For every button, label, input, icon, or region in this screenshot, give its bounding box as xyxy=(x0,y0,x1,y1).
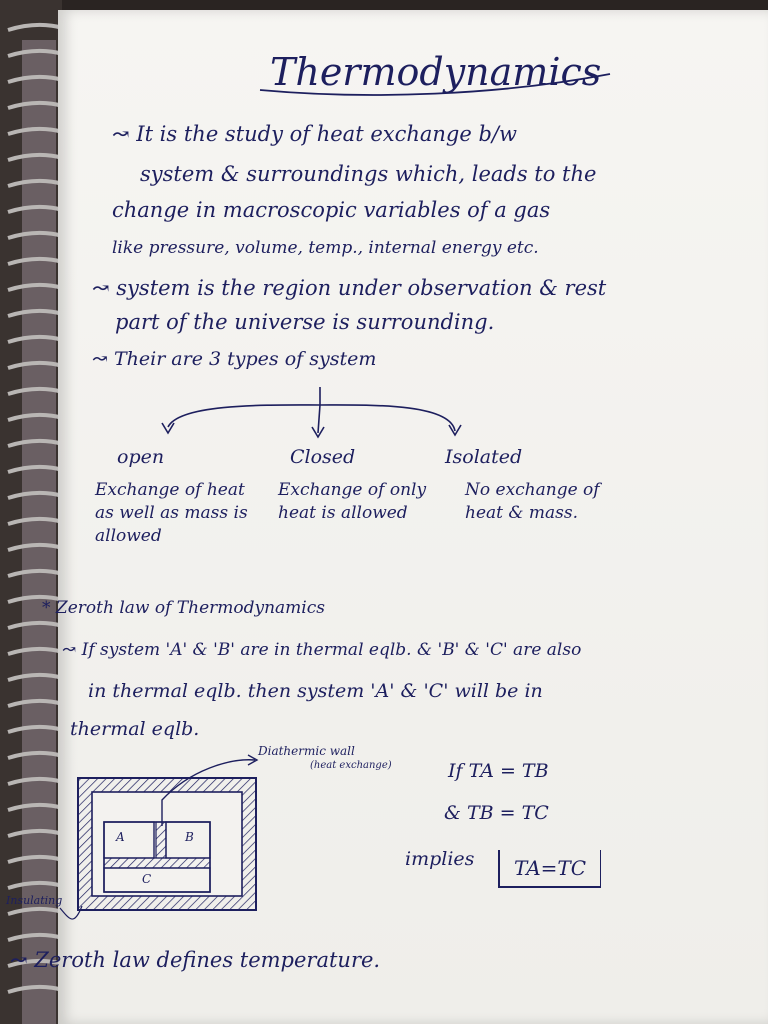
type-open xyxy=(95,445,265,547)
type-open-name: open xyxy=(117,446,165,468)
title-underline xyxy=(250,60,630,100)
type-isolated-name: Isolated xyxy=(445,446,523,468)
page-title: Thermodynamics xyxy=(270,50,602,94)
type-open-desc: Exchange of heat as well as mass is allowed xyxy=(95,479,248,546)
types-tree xyxy=(150,385,470,445)
system-def-line-1: ↝ system is the region under observation & rest xyxy=(92,276,607,300)
intro-line-4: like pressure, volume, temp., internal energy etc. xyxy=(112,238,539,258)
equation-result: TA=TC xyxy=(498,850,601,888)
intro-line-3: change in macroscopic variables of a gas xyxy=(112,198,551,222)
diathermic-label: Diathermic wall xyxy=(258,744,355,758)
box-b-label: B xyxy=(185,830,194,844)
diathermic-note: (heat exchange) xyxy=(310,760,392,771)
insulating-label: Insulating xyxy=(6,894,63,907)
zeroth-line-2: in thermal eqlb. then system 'A' & 'C' will be in xyxy=(88,680,543,702)
box-a-label: A xyxy=(116,830,125,844)
intro-line-2: system & surroundings which, leads to the xyxy=(140,162,597,186)
box-c-label: C xyxy=(142,872,152,886)
zeroth-line-3: thermal eqlb. xyxy=(70,718,200,740)
type-isolated xyxy=(445,445,625,525)
type-closed xyxy=(278,445,428,525)
zeroth-heading: * Zeroth law of Thermodynamics xyxy=(42,598,325,618)
system-def-line-2: part of the universe is surrounding. xyxy=(115,310,495,334)
conclusion: ↝ Zeroth law defines temperature. xyxy=(10,948,381,972)
equation-implies: implies xyxy=(405,848,475,870)
type-closed-name: Closed xyxy=(290,446,356,468)
type-closed-desc: Exchange of only heat is allowed xyxy=(278,479,427,523)
equation-line-2: & TB = TC xyxy=(444,802,549,824)
types-heading: ↝ Their are 3 types of system xyxy=(92,348,377,370)
thermal-equilibrium-diagram xyxy=(0,740,470,940)
type-isolated-desc: No exchange of heat & mass. xyxy=(465,479,600,523)
intro-line-1: ↝ It is the study of heat exchange b/w xyxy=(112,122,517,146)
zeroth-line-1: ↝ If system 'A' & 'B' are in thermal eqlb. & 'B' & 'C' are also xyxy=(62,640,582,660)
equation-line-1: If TA = TB xyxy=(448,760,549,782)
